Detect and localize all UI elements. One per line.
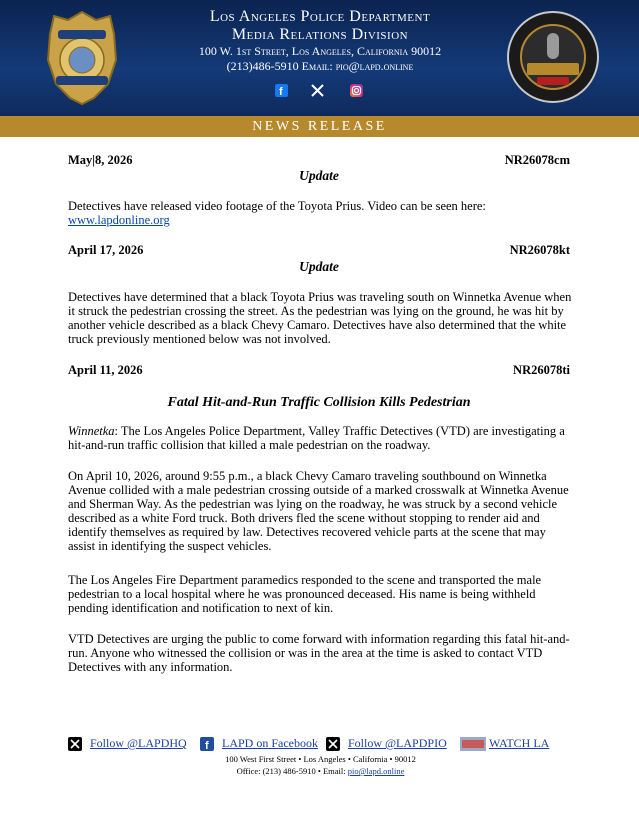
lapd-facebook-link[interactable]: LAPD on Facebook: [222, 736, 318, 750]
svg-text:f: f: [279, 86, 283, 97]
news-release-banner: [0, 116, 639, 137]
footer-social-links: [68, 736, 573, 752]
police-badge-logo: [46, 10, 118, 106]
department-name: Los Angeles Police Department: [209, 8, 431, 25]
watch-la-logo-icon: [460, 737, 486, 751]
dateline-location: Winnetka: [68, 424, 115, 438]
instagram-icon[interactable]: [350, 84, 363, 97]
news-release-number: NR26078ti: [513, 363, 570, 377]
news-release-number: NR26078cm: [504, 153, 570, 167]
update-paragraph: [68, 199, 573, 227]
appeal-paragraph: VTD Detectives are urging the public to come forward with information regarding this fatal hit-and-run. Anyone who witnessed the collision or was in the area at the time is asked to contact VTD Detectives with any information.: [68, 632, 570, 674]
watch-la-link[interactable]: WATCH LA: [489, 736, 550, 750]
release-title: Fatal Hit-and-Run Traffic Collision Kills Pedestrian: [167, 395, 471, 410]
x-icon: [326, 737, 340, 751]
update-paragraph: Detectives have determined that a black Toyota Prius was traveling south on Winnetka Avenue when it struck the pedestrian crossing the street. As the pedestrian was lying on the ground, he was hit by another vehicle described as a black Chevy Camaro. Detectives have also determined that the white truck previously mentioned below was not involved.: [68, 290, 572, 346]
header-address: 100 W. 1st Street, Los Angeles, California 90012: [198, 44, 442, 58]
footer-address: 100 West First Street • Los Angeles • California • 90012: [225, 754, 416, 764]
footer-link-watch-la[interactable]: [460, 736, 549, 751]
update-heading: Update: [299, 168, 339, 183]
facebook-icon[interactable]: [275, 84, 288, 97]
entry-date: May|8, 2026: [68, 153, 133, 167]
news-release-number: NR26078kt: [509, 243, 570, 257]
update-heading: Update: [299, 259, 339, 274]
paramedics-paragraph: The Los Angeles Fire Department paramedics responded to the scene and transported the male pedestrian to a local hospital where he was pronounced deceased. His name is being withheld pending identification and notification to next of kin.: [68, 573, 542, 615]
intro-text: : The Los Angeles Police Department, Valley Traffic Detectives (VTD) are investigating a hit-and-run traffic collision that killed a male pedestrian on the roadway.: [68, 424, 565, 452]
follow-lapdpio-link[interactable]: Follow @LAPDPIO: [348, 736, 447, 750]
lapdonline-link[interactable]: www.lapdonline.org: [68, 213, 170, 227]
x-icon: [68, 737, 82, 751]
media-relations-seal-logo: [507, 11, 599, 103]
entry-date: April 11, 2026: [68, 363, 143, 377]
follow-lapdhq-link[interactable]: Follow @LAPDHQ: [90, 736, 187, 750]
letterhead-header: [0, 0, 639, 116]
incident-paragraph: On April 10, 2026, around 9:55 p.m., a black Chevy Camaro traveling southbound on Winnetka Avenue collided with a male pedestrian crossing outside of a marked crosswalk at Winnetka Avenue and Sherman Way. As the pedestrian was lying on the roadway, he was struck by a second vehicle described as a white Ford truck. Both drivers fled the scene without stopping to render aid and identify themselves as required by law. Detectives recovered vehicle parts at the scene that may assist in identifying the suspect vehicles.: [68, 469, 569, 553]
header-contact: (213)486-5910 Email: pio@lapd.online: [226, 59, 414, 73]
footer-email-link[interactable]: pio@lapd.online: [347, 766, 405, 776]
footer-link-lapdhq[interactable]: [68, 736, 187, 751]
update-text: Detectives have released video footage of the Toyota Prius. Video can be seen here:: [68, 199, 486, 213]
svg-text:f: f: [205, 739, 209, 751]
footer-office: Office: (213) 486-5910 • Email:: [236, 766, 348, 776]
footer-contact: [68, 766, 573, 776]
news-release-label: NEWS RELEASE: [252, 119, 387, 134]
division-name: Media Relations Division: [231, 26, 409, 43]
footer-link-lapdpio[interactable]: [326, 736, 447, 751]
intro-paragraph: [68, 424, 573, 452]
entry-date: April 17, 2026: [68, 243, 144, 257]
facebook-icon: [200, 737, 214, 751]
x-icon[interactable]: [311, 84, 324, 97]
footer-link-facebook[interactable]: [200, 736, 318, 751]
